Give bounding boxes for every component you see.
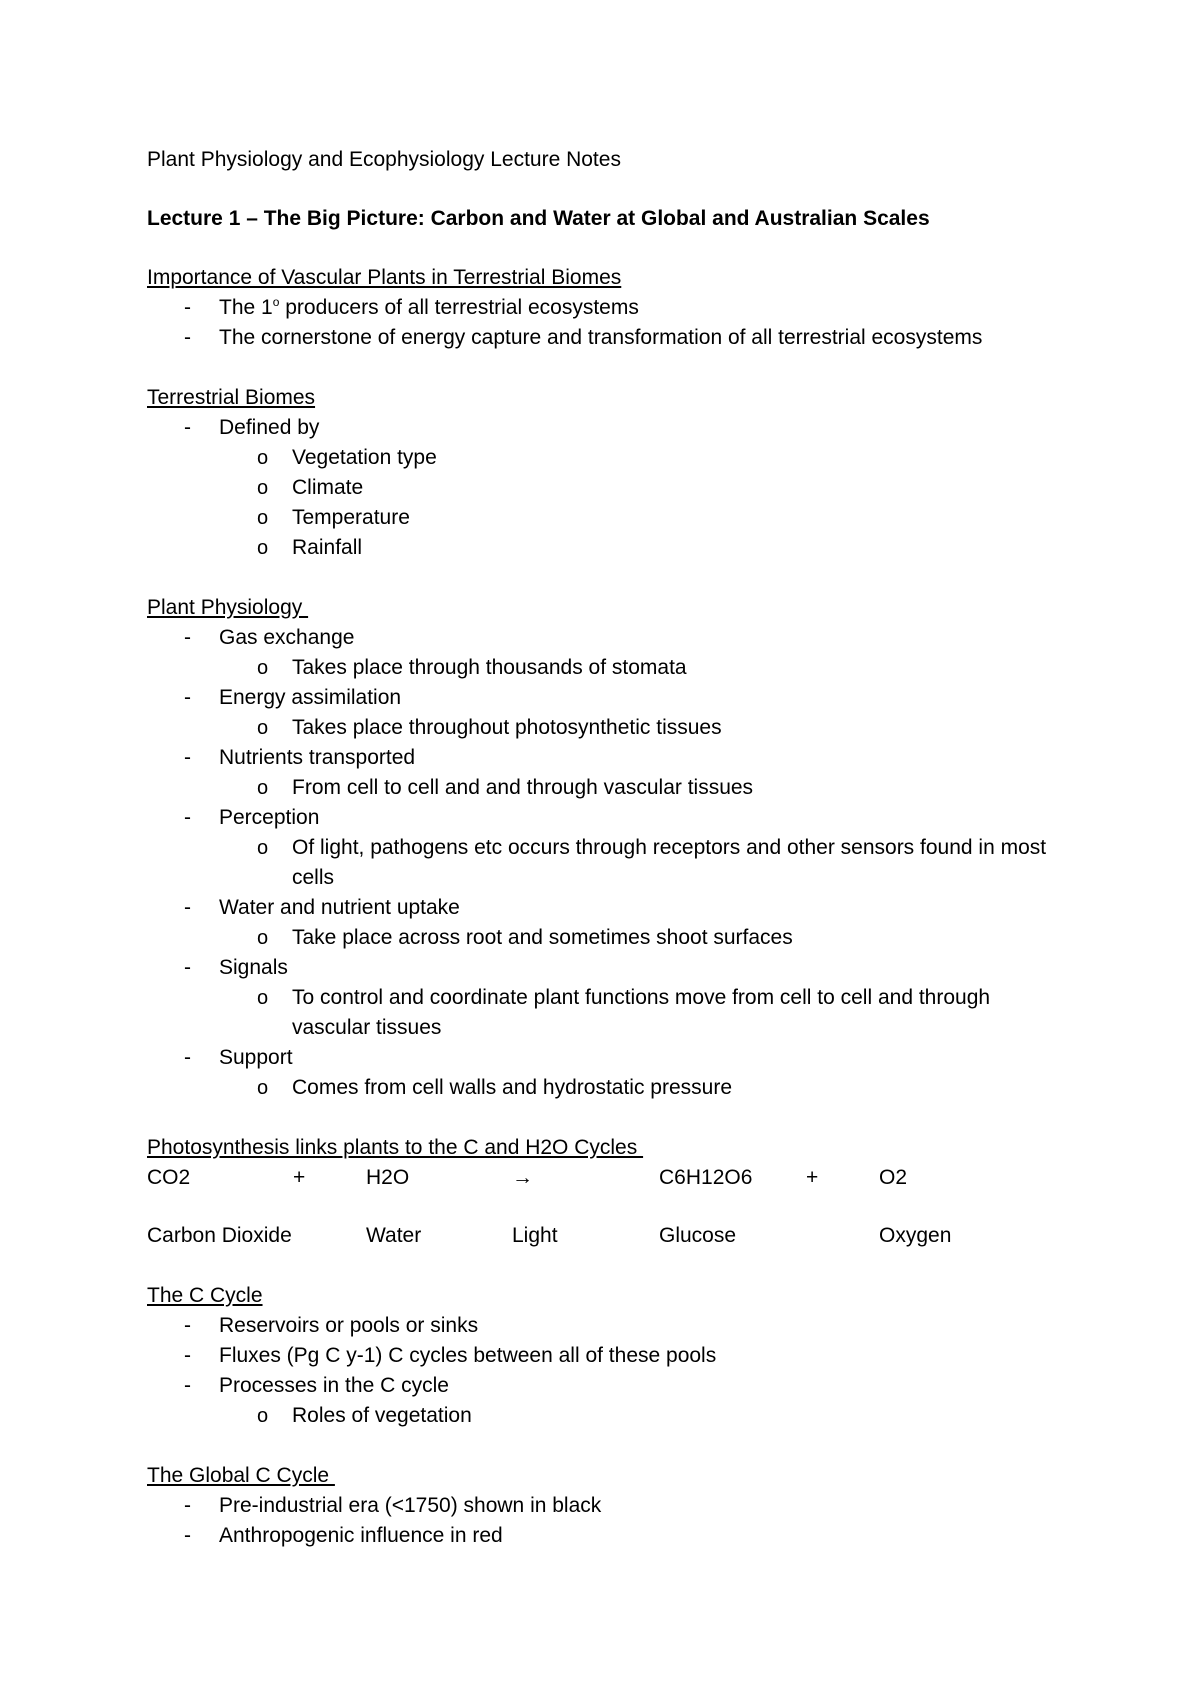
sub-list-item: o Roles of vegetation (257, 1404, 472, 1427)
list-item: - Signals (184, 956, 288, 979)
list-item: - Pre-industrial era (<1750) shown in black (184, 1494, 602, 1517)
sub-list-item: o Climate (257, 476, 364, 499)
list-item: - The cornerstone of energy capture and transformation of all terrestrial ecosystems (184, 326, 983, 349)
sub-list-item: o Takes place through thousands of stomata (257, 656, 687, 679)
list-item: - Perception (184, 806, 320, 829)
list-item: - Nutrients transported (184, 746, 416, 769)
eq-arrow: → (512, 1166, 533, 1189)
list-item: - Anthropogenic influence in red (184, 1524, 503, 1547)
eq-h2o: H2O (366, 1166, 410, 1189)
equation-names-row (147, 1221, 952, 1251)
lecture-title: Lecture 1 – The Big Picture: Carbon and Water at Global and Australian Scales (147, 207, 930, 230)
eq-glucose: C6H12O6 (659, 1166, 753, 1189)
eq-o2: O2 (879, 1166, 908, 1189)
section-heading-importance: Importance of Vascular Plants in Terrestrial Biomes (147, 266, 622, 289)
sub-list-item: o Temperature (257, 506, 410, 529)
eq-co2: CO2 (147, 1166, 191, 1189)
section-heading-photosynthesis: Photosynthesis links plants to the C and H2O Cycles (147, 1136, 644, 1159)
name-h2o: Water (366, 1224, 422, 1247)
notes-body (147, 263, 1047, 1551)
eq-plus: + (806, 1166, 819, 1189)
sub-list-item: o Vegetation type (257, 446, 437, 469)
sub-list-item: o Comes from cell walls and hydrostatic pressure (257, 1076, 732, 1099)
sub-list-item: o From cell to cell and and through vascular tissues (257, 776, 754, 799)
list-item: - Reservoirs or pools or sinks (184, 1314, 479, 1337)
name-o2: Oxygen (879, 1224, 952, 1247)
sub-list-item: o To control and coordinate plant functions move from cell to cell and through vascular tissues (257, 986, 991, 1039)
doc-title: Plant Physiology and Ecophysiology Lecture Notes (147, 148, 621, 171)
equation-row (147, 1163, 908, 1193)
sub-list-item: o Takes place throughout photosynthetic tissues (257, 716, 722, 739)
sub-list-item: o Rainfall (257, 536, 363, 559)
sub-list-item: o Of light, pathogens etc occurs through receptors and other sensors found in most cells (257, 836, 1047, 889)
eq-plus: + (293, 1166, 306, 1189)
section-heading-c-cycle: The C Cycle (147, 1284, 263, 1307)
list-item: - Energy assimilation (184, 686, 402, 709)
section-heading-physiology: Plant Physiology (147, 596, 309, 619)
name-glucose: Glucose (659, 1224, 737, 1247)
section-heading-biomes: Terrestrial Biomes (147, 386, 316, 409)
list-item: - The 1$^o$ producers of all terrestrial ecosystems (184, 295, 639, 319)
list-item: - Gas exchange (184, 626, 355, 649)
list-item: - Water and nutrient uptake (184, 896, 460, 919)
list-item: - Defined by (184, 416, 320, 439)
list-item: - Fluxes (Pg C y-1) C cycles between all of these pools (184, 1344, 717, 1367)
section-heading-global-c-cycle: The Global C Cycle (147, 1464, 335, 1487)
name-light: Light (512, 1224, 558, 1247)
sub-list-item: o Take place across root and sometimes shoot surfaces (257, 926, 793, 949)
list-item: - Processes in the C cycle (184, 1374, 449, 1397)
name-co2: Carbon Dioxide (147, 1224, 292, 1247)
list-item: - Support (184, 1046, 293, 1069)
